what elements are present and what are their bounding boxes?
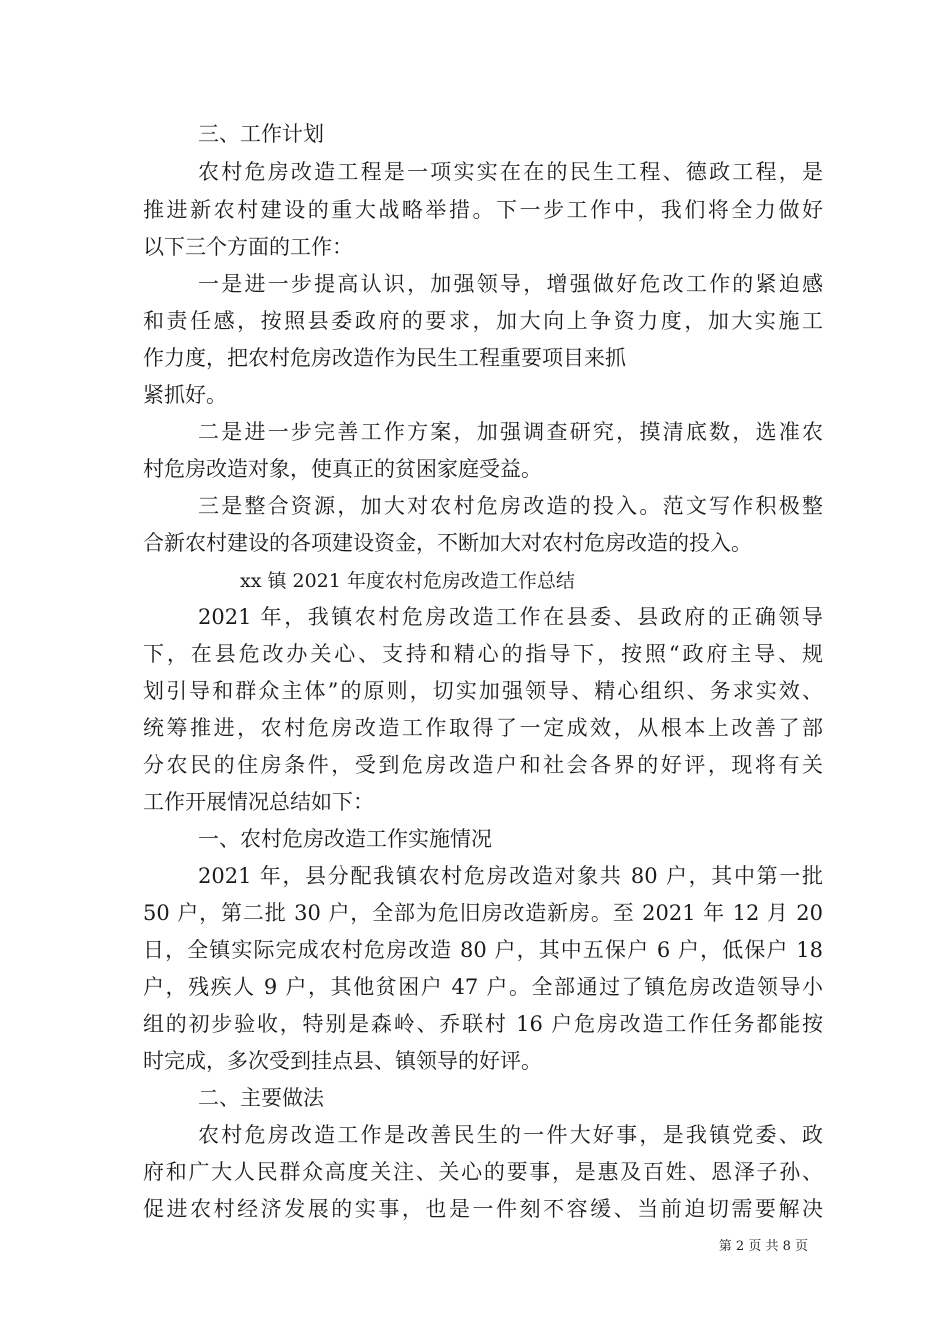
section-heading-implementation: 一、农村危房改造工作实施情况 <box>198 827 492 851</box>
paragraph-line: 划引导和群众主体”的原则，切实加强领导、精心组织、务求实效、 <box>143 679 823 703</box>
document-title: xx 镇 2021 年度农村危房改造工作总结 <box>240 570 575 592</box>
section-heading-main-methods: 二、主要做法 <box>198 1086 324 1110</box>
paragraph-line: 50 户，第二批 30 户，全部为危旧房改造新房。至 2021 年 12 月 20 <box>143 901 823 925</box>
paragraph-line: 紧抓好。 <box>143 383 227 407</box>
paragraph-line: 分农民的住房条件，受到危房改造户和社会各界的好评，现将有关 <box>143 753 823 777</box>
paragraph-line: 三是整合资源，加大对农村危房改造的投入。范文写作积极整 <box>198 494 823 518</box>
section-heading-work-plan: 三、工作计划 <box>198 122 324 146</box>
paragraph-line: 作力度，把农村危房改造作为民生工程重要项目来抓 <box>143 346 626 370</box>
paragraph-line: 时完成，多次受到挂点县、镇领导的好评。 <box>143 1049 542 1073</box>
paragraph-line: 工作开展情况总结如下： <box>143 790 374 814</box>
paragraph-line: 统筹推进，农村危房改造工作取得了一定成效，从根本上改善了部 <box>143 716 823 740</box>
paragraph-line: 农村危房改造工作是改善民生的一件大好事，是我镇党委、政 <box>198 1123 823 1147</box>
paragraph-line: 户，残疾人 9 户，其他贫困户 47 户。全部通过了镇危房改造领导小 <box>143 975 823 999</box>
paragraph-line: 2021 年，县分配我镇农村危房改造对象共 80 户，其中第一批 <box>198 864 823 888</box>
paragraph-line: 促进农村经济发展的实事，也是一件刻不容缓、当前迫切需要解决 <box>143 1197 823 1221</box>
paragraph-line: 推进新农村建设的重大战略举措。下一步工作中，我们将全力做好 <box>143 198 823 222</box>
paragraph-line: 二是进一步完善工作方案，加强调查研究，摸清底数，选准农 <box>198 420 823 444</box>
paragraph-line: 村危房改造对象，使真正的贫困家庭受益。 <box>143 457 542 481</box>
paragraph-line: 和责任感，按照县委政府的要求，加大向上争资力度，加大实施工 <box>143 309 823 333</box>
paragraph-line: 府和广大人民群众高度关注、关心的要事，是惠及百姓、恩泽子孙、 <box>143 1160 823 1184</box>
paragraph-line: 2021 年，我镇农村危房改造工作在县委、县政府的正确领导 <box>198 605 823 629</box>
page-number: 第 2 页 共 8 页 <box>718 1239 808 1254</box>
paragraph-line: 合新农村建设的各项建设资金，不断加大对农村危房改造的投入。 <box>143 531 752 555</box>
paragraph-line: 下，在县危改办关心、支持和精心的指导下，按照“政府主导、规 <box>143 642 823 666</box>
paragraph-line: 以下三个方面的工作： <box>143 235 353 259</box>
paragraph-line: 日，全镇实际完成农村危房改造 80 户，其中五保户 6 户，低保户 18 <box>143 938 823 962</box>
paragraph-line: 农村危房改造工程是一项实实在在的民生工程、德政工程，是 <box>198 160 823 184</box>
paragraph-line: 一是进一步提高认识，加强领导，增强做好危改工作的紧迫感 <box>198 272 823 296</box>
paragraph-line: 组的初步验收，特别是森岭、乔联村 16 户危房改造工作任务都能按 <box>143 1012 823 1036</box>
